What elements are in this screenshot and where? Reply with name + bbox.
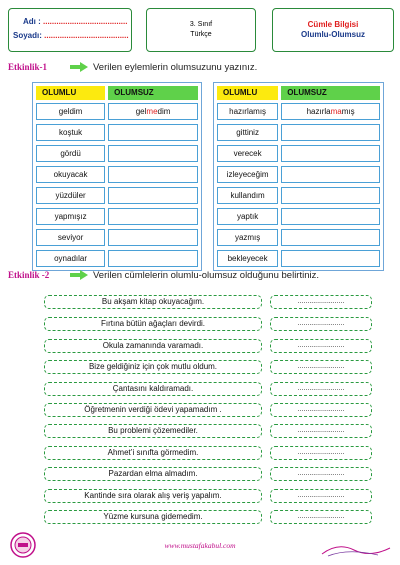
sentence-row: [44, 424, 396, 438]
verb-table-left: [32, 82, 202, 271]
olumsuz-input[interactable]: [108, 124, 198, 141]
table-row: [217, 229, 380, 246]
olumsuz-input[interactable]: [281, 187, 380, 204]
answer-field[interactable]: ........................: [270, 446, 372, 460]
table-row: [217, 250, 380, 267]
sentence-text: Okula zamanında varamadı.: [44, 339, 262, 353]
olumsuz-input[interactable]: [281, 124, 380, 141]
table-row: [36, 250, 198, 267]
surname-label: Soyadı:: [13, 31, 42, 40]
table-header: [36, 86, 198, 100]
answer-field[interactable]: ........................: [270, 295, 372, 309]
sentence-text: Ahmet’i sınıfta görmedim.: [44, 446, 262, 460]
table-row: [36, 145, 198, 162]
olumlu-cell: seviyor: [36, 229, 105, 246]
sentence-text: Bu akşam kitap okuyacağım.: [44, 295, 262, 309]
olumlu-cell: kullandım: [217, 187, 278, 204]
sentence-text: Bize geldiğiniz için çok mutlu oldum.: [44, 360, 262, 374]
table-row: [36, 124, 198, 141]
surname-row: [13, 31, 131, 40]
table-row: [36, 187, 198, 204]
footer-website: www.mustafakabul.com: [164, 541, 236, 550]
sentence-row: [44, 446, 396, 460]
table-row: [36, 103, 198, 120]
sentence-row: [44, 295, 396, 309]
olumsuz-input[interactable]: [281, 229, 380, 246]
sentence-text: Çantasını kaldıramadı.: [44, 382, 262, 396]
name-blank[interactable]: ......................................: [43, 17, 128, 26]
signature-flourish-icon: [318, 540, 394, 560]
name-label: Adı :: [23, 17, 41, 26]
olumlu-cell: gördü: [36, 145, 105, 162]
sentence-row: [44, 467, 396, 481]
olumlu-cell: yazmış: [217, 229, 278, 246]
olumlu-cell: verecek: [217, 145, 278, 162]
sentence-text: Pazardan elma almadım.: [44, 467, 262, 481]
table-row: [217, 166, 380, 183]
olumlu-cell: oynadılar: [36, 250, 105, 267]
answer-field[interactable]: ........................: [270, 339, 372, 353]
table-row: [217, 103, 380, 120]
column-header-olumlu: OLUMLU: [36, 86, 105, 100]
name-row: [23, 17, 131, 26]
example-ending: dim: [157, 107, 171, 116]
signature-logo: [318, 540, 394, 560]
olumlu-cell: gittiniz: [217, 124, 278, 141]
activity1-instruction: Verilen eylemlerin olumsuzunu yazınız.: [93, 62, 258, 73]
activity2-label: Etkinlik -2: [8, 270, 50, 280]
olumlu-cell: yüzdüler: [36, 187, 105, 204]
topic-box: [272, 8, 394, 52]
table-row: [217, 208, 380, 225]
olumlu-cell: okuyacak: [36, 166, 105, 183]
olumlu-cell: geldim: [36, 103, 105, 120]
sentence-row: [44, 317, 396, 331]
sentence-row: [44, 510, 396, 524]
topic-subtitle: Olumlu-Olumsuz: [301, 30, 365, 39]
answer-field[interactable]: ........................: [270, 403, 372, 417]
olumsuz-input[interactable]: [281, 145, 380, 162]
activity1-label: Etkinlik-1: [8, 62, 48, 72]
table-header: [217, 86, 380, 100]
example-negation-suffix: ma: [330, 107, 342, 116]
student-info-box: [8, 8, 132, 52]
answer-field[interactable]: ........................: [270, 424, 372, 438]
table-row: [36, 229, 198, 246]
olumlu-cell: yaptık: [217, 208, 278, 225]
arrow-right-icon: [70, 62, 88, 72]
olumlu-cell: bekleyecek: [217, 250, 278, 267]
olumsuz-cell: [108, 103, 198, 120]
subject-text: Türkçe: [190, 31, 212, 38]
table-row: [217, 145, 380, 162]
example-ending: mış: [341, 107, 355, 116]
answer-field[interactable]: ........................: [270, 467, 372, 481]
answer-field[interactable]: ........................: [270, 317, 372, 331]
olumsuz-input[interactable]: [108, 145, 198, 162]
example-negation-suffix: me: [146, 107, 158, 116]
olumlu-cell: yapmışız: [36, 208, 105, 225]
olumsuz-input[interactable]: [281, 208, 380, 225]
olumlu-cell: koştuk: [36, 124, 105, 141]
arrow-right-icon: [70, 270, 88, 280]
sentence-text: Fırtına bütün ağaçları devirdi.: [44, 317, 262, 331]
example-stem: gel: [135, 107, 147, 116]
answer-field[interactable]: ........................: [270, 489, 372, 503]
sentence-text: Kantinde sıra olarak alış veriş yapalım.: [44, 489, 262, 503]
sentence-row: [44, 382, 396, 396]
table-row: [36, 208, 198, 225]
olumsuz-input[interactable]: [108, 229, 198, 246]
sentence-row: [44, 339, 396, 353]
olumlu-cell: hazırlamış: [217, 103, 278, 120]
grade-text: 3. Sınıf: [189, 21, 213, 28]
verb-table-right: [213, 82, 384, 271]
answer-field[interactable]: ........................: [270, 382, 372, 396]
topic-title: Cümle Bilgisi: [307, 20, 359, 29]
olumsuz-cell: [281, 103, 380, 120]
olumsuz-input[interactable]: [281, 250, 380, 267]
table-row: [217, 187, 380, 204]
column-header-olumsuz: OLUMSUZ: [281, 86, 380, 100]
answer-field[interactable]: ........................: [270, 510, 372, 524]
sentence-row: [44, 360, 396, 374]
example-stem: hazırla: [306, 107, 331, 116]
olumsuz-input[interactable]: [108, 250, 198, 267]
olumsuz-input[interactable]: [108, 166, 198, 183]
column-header-olumlu: OLUMLU: [217, 86, 278, 100]
column-header-olumsuz: OLUMSUZ: [108, 86, 198, 100]
sentence-row: [44, 403, 396, 417]
table-row: [36, 166, 198, 183]
activity2-instruction: Verilen cümlelerin olumlu-olumsuz olduğunu belirtiniz.: [93, 270, 320, 281]
sentence-text: Yüzme kursuna gidemedim.: [44, 510, 262, 524]
olumlu-cell: izleyeceğim: [217, 166, 278, 183]
answer-field[interactable]: ........................: [270, 360, 372, 374]
olumsuz-input[interactable]: [281, 166, 380, 183]
olumsuz-input[interactable]: [108, 208, 198, 225]
sentence-row: [44, 489, 396, 503]
grade-box: [146, 8, 256, 52]
table-row: [217, 124, 380, 141]
surname-blank[interactable]: ......................................: [44, 31, 129, 40]
olumsuz-input[interactable]: [108, 187, 198, 204]
sentence-text: Öğretmenin verdiği ödevi yapamadım .: [44, 403, 262, 417]
sentence-text: Bu problemi çözemediler.: [44, 424, 262, 438]
